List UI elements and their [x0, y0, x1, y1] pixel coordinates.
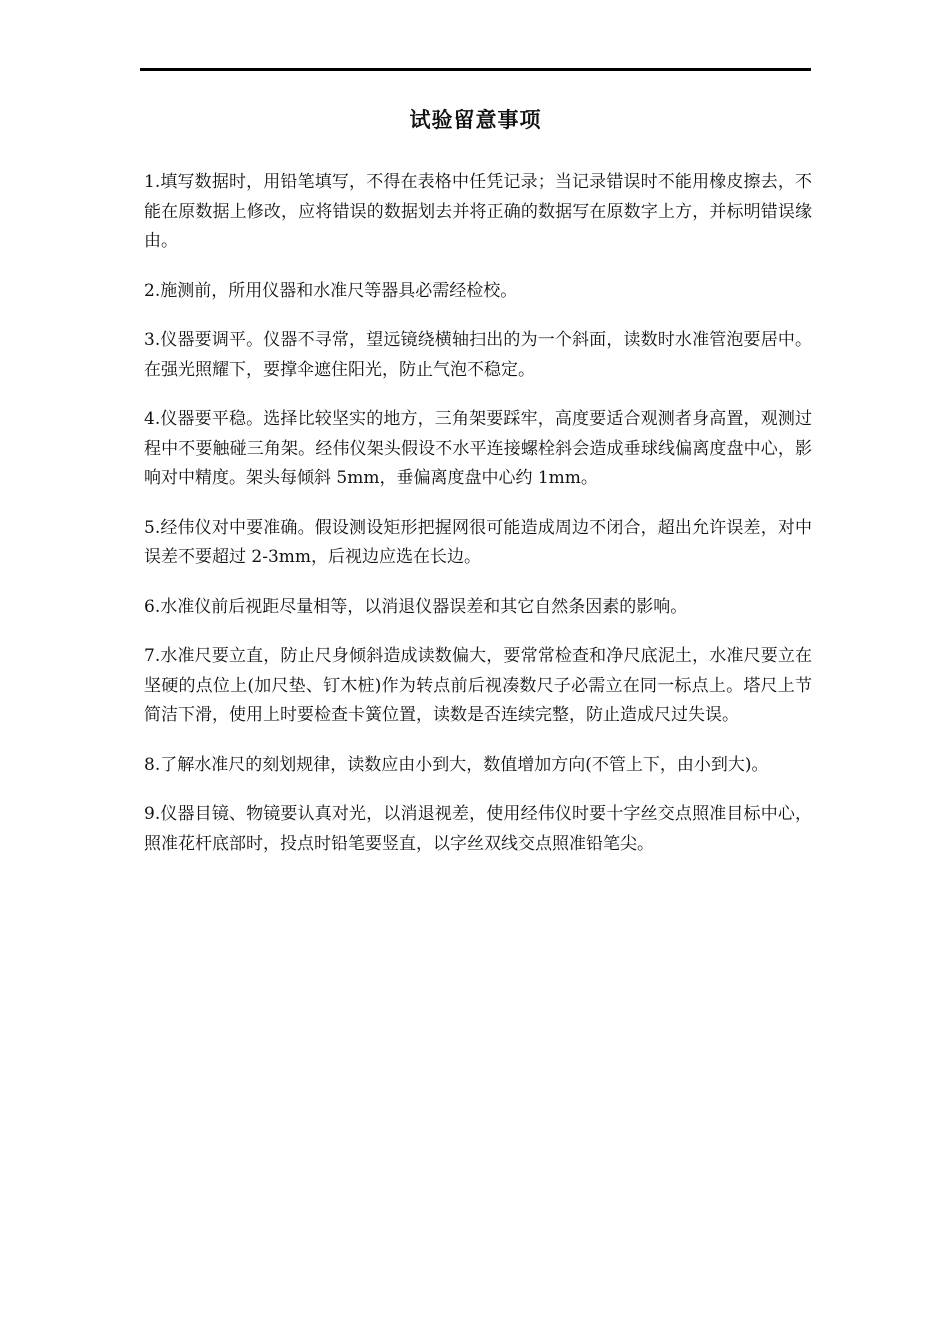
- note-item-4: 4.仪器要平稳。选择比较坚实的地方，三角架要踩牢，高度要适合观测者身高置，观测过程中不要触碰三角架。经伟仪架头假设不水平连接螺栓斜会造成垂球线偏离度盘中心，影响对中精度。架头每倾斜 5mm，垂偏离度盘中心约 1mm。: [144, 409, 812, 488]
- document-title: 试验留意事项: [409, 108, 542, 132]
- note-item-5: 5.经伟仪对中要准确。假设测设矩形把握网很可能造成周边不闭合，超出允许误差，对中误差不要超过 2-3mm，后视边应选在长边。: [144, 517, 812, 567]
- note-item-6: 6.水准仪前后视距尽量相等，以消退仪器误差和其它自然条因素的影响。: [144, 596, 688, 617]
- note-item-7: 7.水准尺要立直，防止尺身倾斜造成读数偏大，要常常检查和净尺底泥土，水准尺要立在坚硬的点位上(加尺垫、钉木桩)作为转点前后视凑数尺子必需立在同一标点上。塔尺上节简洁下滑，使用上时要检查卡簧位置，读数是否连续完整，防止造成尺过失误。: [144, 646, 812, 725]
- document-body: [144, 168, 812, 879]
- note-item-8: 8.了解水准尺的刻划规律，读数应由小到大，数值增加方向(不管上下，由小到大)。: [144, 754, 769, 775]
- note-item-2: 2.施测前，所用仪器和水准尺等器具必需经检校。: [144, 280, 518, 301]
- header-rule: [140, 68, 811, 71]
- note-item-1: 1.填写数据时，用铅笔填写，不得在表格中任凭记录；当记录错误时不能用橡皮擦去，不能在原数据上修改，应将错误的数据划去并将正确的数据写在原数字上方，并标明错误缘由。: [144, 172, 812, 251]
- note-item-9: 9.仪器目镜、物镜要认真对光，以消退视差，使用经伟仪时要十字丝交点照准目标中心，照准花杆底部时，投点时铅笔要竖直，以字丝双线交点照准铅笔尖。: [144, 804, 812, 854]
- note-item-3: 3.仪器要调平。仪器不寻常，望远镜绕横轴扫出的为一个斜面，读数时水准管泡要居中。在强光照耀下，要撑伞遮住阳光，防止气泡不稳定。: [144, 330, 812, 380]
